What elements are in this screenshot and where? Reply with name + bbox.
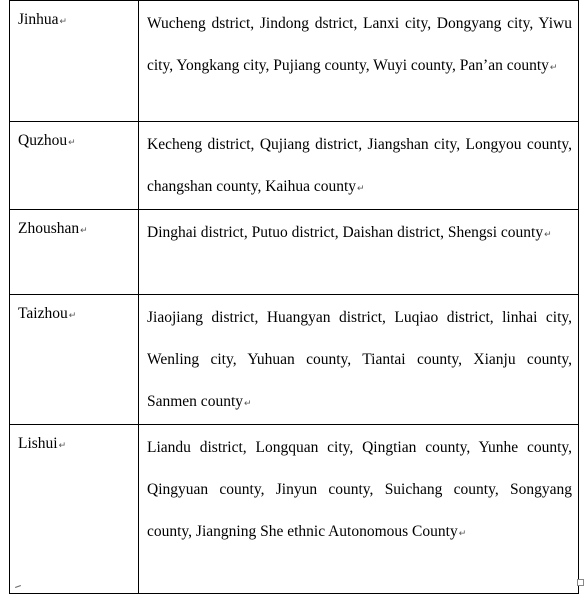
areas-text: Wucheng dstrict, Jindong dstrict, Lanxi city, Dongyang city, Yiwu city, Yongkang city, Pujiang county, Wuyi county, Pan’an county: [147, 15, 572, 74]
table-row: [10, 425, 579, 594]
city-cell[interactable]: [10, 210, 139, 295]
paragraph-mark-icon: ↵: [68, 137, 76, 147]
areas-cell[interactable]: [139, 295, 579, 425]
paragraph-mark-icon: ↵: [357, 183, 365, 193]
city-cell[interactable]: [10, 1, 139, 122]
paragraph-mark-icon: ↵: [80, 225, 88, 235]
table-row: [10, 210, 579, 295]
areas-text: Jiaojiang district, Huangyan district, Luqiao district, linhai city, Wenling city, Yuhuan county, Tiantai county, Xianju county, Sanmen county: [147, 309, 572, 410]
table-row: [10, 1, 579, 122]
paragraph-mark-icon: ↵: [458, 528, 467, 538]
areas-text: Kecheng district, Qujiang district, Jiangshan city, Longyou county, changshan county, Kaihua county: [147, 136, 572, 195]
paragraph-mark-icon: ↵: [59, 16, 68, 26]
areas-cell[interactable]: [139, 210, 579, 295]
table-resize-handle[interactable]: [577, 579, 584, 586]
table-row: [10, 295, 579, 425]
paragraph-mark-icon: ↵: [244, 398, 252, 408]
paragraph-mark-icon: ↵: [549, 62, 558, 72]
paragraph-mark-icon: ↵: [58, 440, 67, 450]
paragraph-mark-icon: ↵: [544, 229, 552, 239]
table-row: [10, 122, 579, 210]
city-cell[interactable]: [10, 295, 139, 425]
city-name: Taizhou: [18, 305, 68, 322]
regions-table: [9, 0, 579, 594]
areas-text: Dinghai district, Putuo district, Daishan district, Shengsi county: [147, 224, 544, 241]
areas-cell[interactable]: [139, 425, 579, 594]
areas-cell[interactable]: [139, 1, 579, 122]
city-cell[interactable]: [10, 122, 139, 210]
city-name: Zhoushan: [18, 220, 80, 237]
paragraph-mark-icon: ↵: [68, 310, 77, 320]
areas-text: Liandu district, Longquan city, Qingtian county, Yunhe county, Qingyuan county, Jinyun county, Suichang county, Songyang county, Jiangning She ethnic Autonomous County: [147, 439, 572, 540]
city-name: Lishui: [18, 435, 58, 452]
areas-cell[interactable]: [139, 122, 579, 210]
city-cell[interactable]: [10, 425, 139, 594]
city-name: Quzhou: [18, 132, 68, 149]
city-name: Jinhua: [18, 11, 59, 28]
